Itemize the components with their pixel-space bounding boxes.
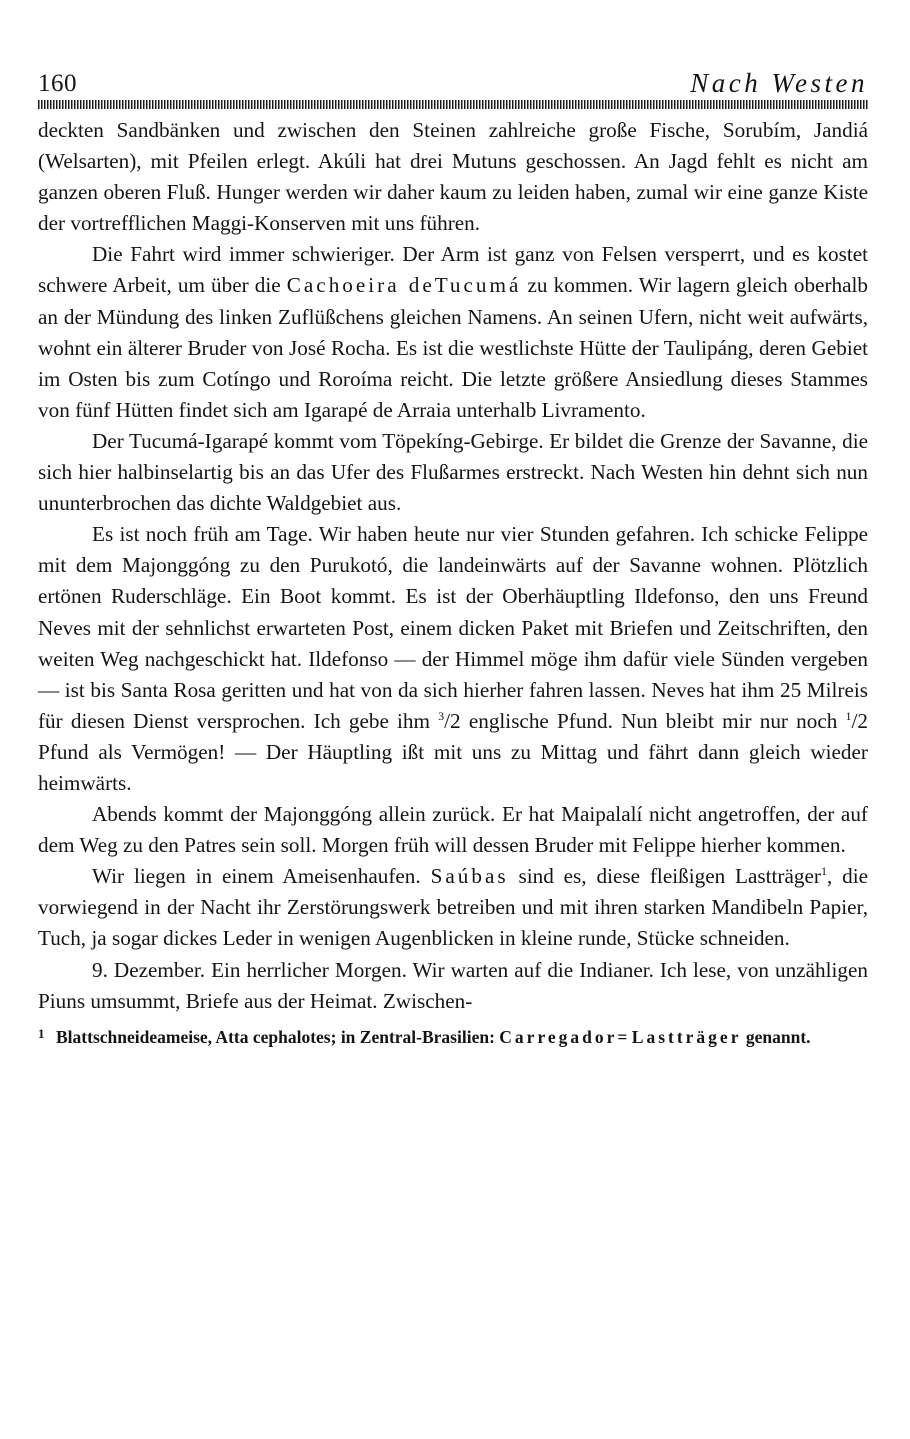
spaced-term: Cachoeira deTucumá [286,273,522,298]
footnote-text: = [617,1026,632,1047]
page-header [38,64,868,98]
text-run: Wir liegen in einem Ameisenhaufen. [92,864,431,889]
footnote-text: genannt. [741,1026,811,1047]
text-run: Die Fahrt wird immer schwieriger. Der Arm ist ganz von Felsen versperrt, und es kostet schwere Arbeit, um über die [38,242,868,298]
footnotes [38,1024,868,1051]
paragraph-6 [38,861,868,954]
spaced-term: Carregador [499,1026,618,1047]
text-run: , die vorwiegend in der Nacht ihr Zerstörungswerk betreiben und mit ihren starken Mandibeln Papier, Tuch, ja sogar dickes Leder in wenigen Augenblicken in kleine runde, Stücke schneiden. [38,864,868,951]
footnote-1 [38,1024,868,1051]
footnote-reference: 1 [820,864,827,879]
header-rule [38,100,868,109]
book-page [38,64,868,1051]
paragraph-5: Abends kommt der Majonggóng allein zurück. Er hat Maipalalí nicht angetroffen, der auf dem Weg zu den Patres sein soll. Morgen früh will dessen Bruder mit Felippe hierher kommen. [38,802,868,858]
paragraph-1: deckten Sandbänken und zwischen den Steinen zahlreiche große Fische, Sorubím, Jandiá (Welsarten), mit Pfeilen erlegt. Akúli hat drei Mutuns geschossen. An Jagd fehlt es nicht am ganzen oberen Fluß. Hunger werden wir daher kaum zu leiden haben, zumal wir eine ganze Kiste der vortrefflichen Maggi-Konserven mit uns führen. [38,118,868,236]
footnote-marker: 1 [38,1025,45,1041]
text-run: englische Pfund. Nun bleibt mir nur noch [460,708,846,733]
paragraph-7: 9. Dezember. Ein herrlicher Morgen. Wir warten auf die Indianer. Ich lese, von unzähligen Piuns umsummt, Briefe aus der Heimat. Zwischen- [38,957,868,1013]
running-head: Nach Westen [690,68,868,98]
page-number: 160 [38,70,77,97]
text-run: zu kommen. Wir lagern gleich oberhalb an der Mündung des linken Zuflüßchens gleichen Namens. An seinen Ufern, nicht weit aufwärts, wohnt ein älterer Bruder von José Rocha. Es ist die westlichste Hütte der Taulipáng, deren Gebiet im Osten bis zum Cotíngo und Roroíma reicht. Die letzte größere Ansiedlung dieses Stammes von fünf Hütten findet sich am Igarapé de Arraia unterhalb Livramento. [38,273,868,422]
fraction-numerator: 3 [438,708,445,723]
text-run: Es ist noch früh am Tage. Wir haben heute nur vier Stunden gefahren. Ich schicke Felippe mit dem Majonggóng zu den Purukotó, die landeinwärts auf der Savanne wohnen. Plötzlich ertönen Ruderschläge. Ein Boot kommt. Es ist der Oberhäuptling Ildefonso, den uns Freund Neves mit der sehnlichst erwarteten Post, einem dicken Paket mit Briefen und Zeitschriften, den weiten Weg nachgeschickt hat. Ildefonso — der Himmel möge ihm dafür viele Sünden vergeben — ist bis Santa Rosa geritten und hat von da sich hierher fahren lassen. Neves hat ihm 25 Milreis für diesen Dienst versprochen. Ich gebe ihm [38,522,868,733]
paragraph-2 [38,239,868,426]
paragraph-3: Der Tucumá-Igarapé kommt vom Töpekíng-Gebirge. Er bildet die Grenze der Savanne, die sich hier halbinselartig bis an das Ufer des Flußarmes erstreckt. Nach Westen hin dehnt sich nun ununterbrochen das dichte Waldgebiet aus. [38,428,868,516]
text-run: sind es, diese fleißigen Lastträger [508,864,821,889]
fraction-denominator: /2 [444,708,461,733]
body-text [38,115,868,1017]
fraction-denominator: /2 [851,708,868,733]
text-run: Pfund als Vermögen! — Der Häuptling ißt mit uns zu Mittag und fährt dann gleich wieder heimwärts. [38,739,868,795]
footnote-text: Blattschneideameise, Atta cephalotes; in Zentral-Brasilien: [56,1026,500,1047]
fraction-numerator: 1 [845,708,852,723]
spaced-term: Lastträger [631,1026,742,1047]
spaced-term: Saúbas [430,864,509,889]
paragraph-4 [38,519,868,799]
